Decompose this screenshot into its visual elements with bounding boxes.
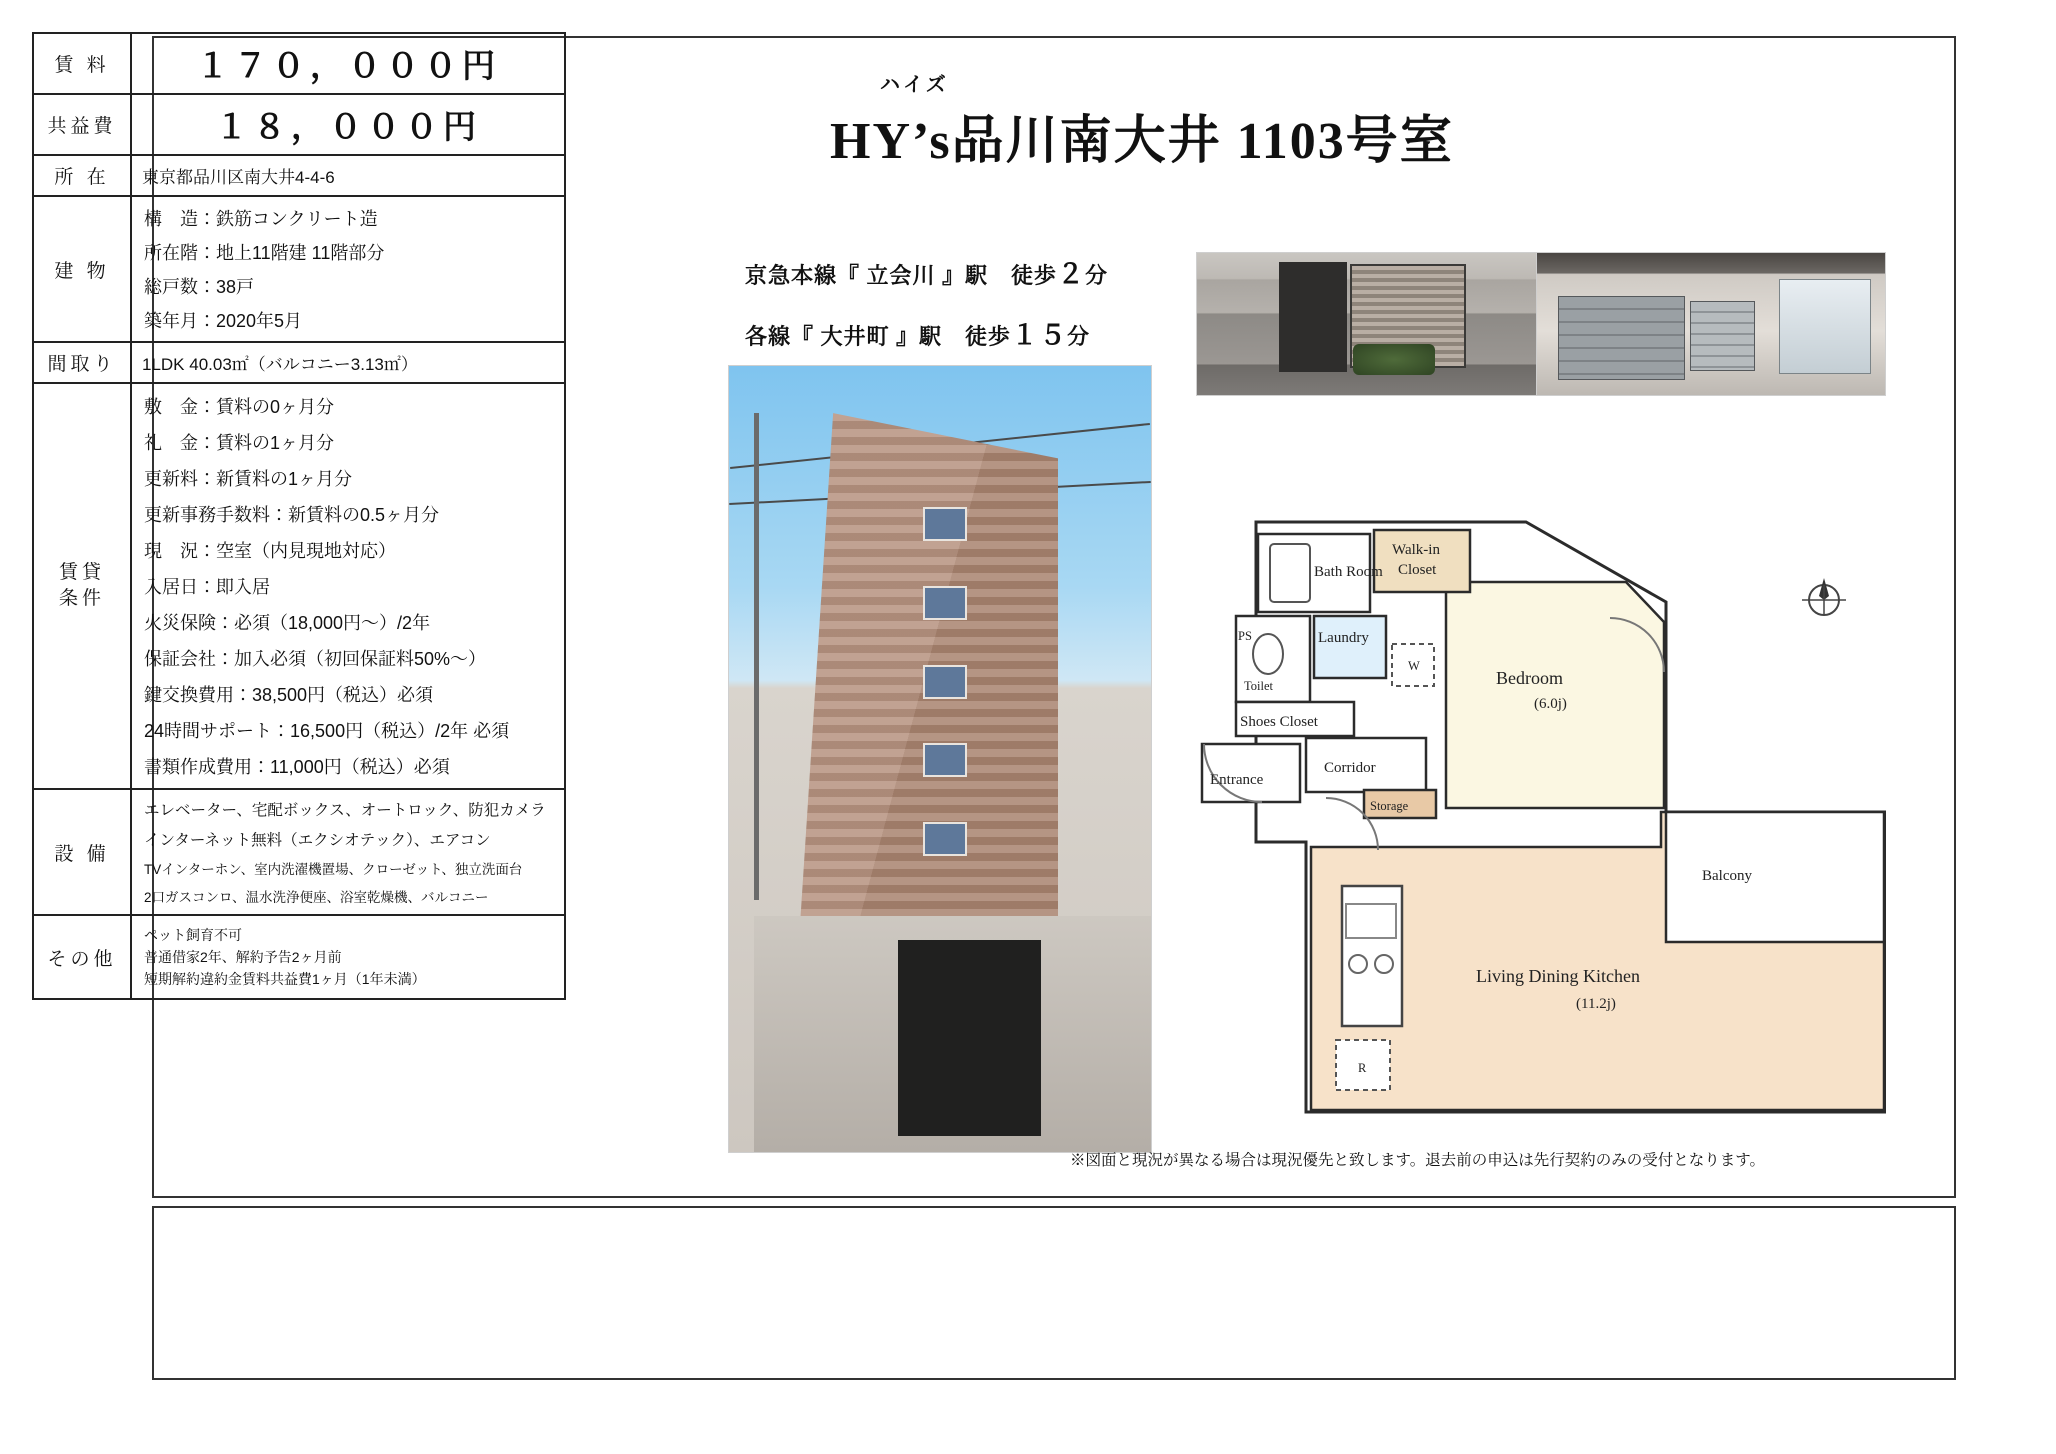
conditions-label-line1: 賃貸: [58, 562, 105, 584]
compass-icon: [1802, 578, 1846, 615]
access-info: [745, 252, 1108, 374]
label-bedroom-size: (6.0j): [1534, 696, 1567, 712]
building-line: 総戸数：38戸: [144, 277, 255, 297]
conditions-row: [32, 384, 566, 790]
label-ps: PS: [1238, 629, 1252, 643]
kitchen-counter: [1342, 886, 1402, 1026]
mailbox-bank: [1558, 296, 1685, 380]
exterior-photo: [728, 365, 1152, 1153]
access-line-1: [745, 252, 1108, 291]
entrance-dark-area: [1279, 262, 1347, 373]
condition-line: 入居日：即入居: [144, 577, 270, 597]
condition-line: 更新事務手数料：新賃料の0.5ヶ月分: [144, 505, 440, 525]
label-entrance: Entrance: [1210, 772, 1264, 788]
balcony-area: [1666, 812, 1884, 942]
label-walk-in: Walk-in: [1392, 542, 1440, 558]
bottom-border: [152, 1206, 1956, 1380]
conditions-label-line2: 条件: [58, 588, 105, 609]
building-label: 建 物: [34, 197, 132, 341]
entrance-glass-door: [1779, 279, 1871, 375]
label-storage: Storage: [1370, 799, 1409, 813]
entrance-photo: [1196, 252, 1538, 396]
access-line-1-minutes: ２: [1057, 259, 1086, 289]
other-line: 普通借家2年、解約予告2ヶ月前: [144, 949, 342, 965]
condition-line: 現 況：空室（内見現地対応）: [144, 541, 396, 561]
laundry-area: [1314, 616, 1386, 678]
maintenance-row: [32, 95, 566, 156]
label-corridor: Corridor: [1324, 760, 1376, 776]
rent-label: 賃 料: [34, 34, 132, 93]
layout-value: 1LDK 40.03㎡（バルコニー3.13㎡）: [142, 355, 418, 374]
access-line-2-minutes: １５: [1011, 320, 1068, 350]
title-ruby: ハイズ: [880, 74, 949, 96]
floor-plan: [1196, 512, 1886, 1122]
other-line: 短期解約違約金賃料共益費1ヶ月（1年未満）: [144, 971, 426, 987]
floor-plan-note: ※図面と現況が異なる場合は現況優先と致します。退去前の申込は先行契約のみの受付となります。: [1070, 1152, 1766, 1169]
building-line: 構 造：鉄筋コンクリート造: [144, 209, 378, 229]
other-values: [132, 916, 564, 998]
utility-pole: [754, 413, 759, 900]
building-row: [32, 197, 566, 343]
label-shoes-closet: Shoes Closet: [1240, 714, 1318, 730]
access-line-1-pre: 京急本線『 立会川 』駅 徒歩: [745, 263, 1058, 288]
condition-line: 敷 金：賃料の0ヶ月分: [144, 397, 335, 417]
condition-line: 更新料：新賃料の1ヶ月分: [144, 469, 353, 489]
other-line: ペット飼育不可: [144, 927, 242, 943]
condition-line: 24時間サポート：16,500円（税込）/2年 必須: [144, 721, 510, 741]
label-ldk: Living Dining Kitchen: [1476, 966, 1640, 986]
rent-value: １７０，０００円: [196, 49, 500, 85]
delivery-box-bank: [1690, 301, 1755, 371]
condition-line: 火災保険：必須（18,000円～）/2年: [144, 613, 431, 633]
entrance-plant: [1353, 344, 1435, 375]
label-washer: W: [1408, 659, 1420, 673]
access-line-1-post: 分: [1085, 263, 1109, 288]
bathtub-icon: [1270, 544, 1310, 602]
equipment-line: 2口ガスコンロ、温水洗浄便座、浴室乾燥機、バルコニー: [144, 890, 489, 905]
location-label: 所 在: [34, 156, 132, 195]
rent-row: [32, 32, 566, 95]
mailbox-photo-image: [1537, 253, 1885, 395]
label-toilet: Toilet: [1244, 679, 1273, 693]
equipment-row: [32, 790, 566, 916]
property-detail-table: [32, 32, 566, 1000]
other-label: その他: [34, 916, 132, 998]
layout-label: 間取り: [34, 343, 132, 382]
window: [923, 822, 967, 856]
entrance-photo-image: [1197, 253, 1537, 395]
equipment-line: エレベーター、宅配ボックス、オートロック、防犯カメラ: [144, 802, 546, 819]
condition-line: 書類作成費用：11,000円（税込）必須: [144, 757, 450, 777]
window: [923, 586, 967, 620]
building-entrance: [898, 940, 1041, 1137]
toilet-icon: [1253, 634, 1283, 674]
window: [923, 507, 967, 541]
label-bath-room: Bath Room: [1314, 564, 1383, 580]
equipment-line: TVインターホン、室内洗濯機置場、クローゼット、独立洗面台: [144, 862, 523, 877]
mailbox-photo: [1536, 252, 1886, 396]
floor-plan-svg: [1196, 512, 1886, 1122]
window: [923, 665, 967, 699]
building-line: 所在階：地上11階建 11階部分: [144, 243, 385, 263]
conditions-label: [34, 384, 132, 788]
location-row: [32, 156, 566, 197]
label-laundry: Laundry: [1318, 630, 1369, 646]
equipment-values: [132, 790, 564, 914]
label-balcony: Balcony: [1702, 868, 1752, 884]
equipment-label: 設 備: [34, 790, 132, 914]
conditions-values: [132, 384, 564, 788]
building-values: [132, 197, 564, 341]
location-value: 東京都品川区南大井4-4-6: [142, 168, 335, 187]
maintenance-label: 共益費: [34, 95, 132, 154]
window: [923, 743, 967, 777]
label-ldk-size: (11.2j): [1576, 996, 1616, 1012]
equipment-line: インターネット無料（エクシオテック）、エアコン: [144, 832, 491, 849]
condition-line: 保証会社：加入必須（初回保証料50%～）: [144, 649, 487, 669]
page-title: HY’s品川南大井 1103号室: [830, 113, 1454, 170]
maintenance-value: １８，０００円: [215, 110, 481, 146]
access-line-2: [745, 313, 1108, 352]
bedroom-area: [1446, 582, 1664, 808]
condition-line: 礼 金：賃料の1ヶ月分: [144, 433, 335, 453]
exterior-photo-image: [729, 366, 1151, 1152]
label-refrigerator: R: [1358, 1061, 1367, 1075]
access-line-2-post: 分: [1067, 324, 1091, 349]
label-closet: Closet: [1398, 562, 1437, 578]
other-row: [32, 916, 566, 1000]
walkin-closet-area: [1374, 530, 1470, 592]
access-line-2-pre: 各線『 大井町 』駅 徒歩: [745, 324, 1012, 349]
building-line: 築年月：2020年5月: [144, 311, 303, 331]
label-bedroom: Bedroom: [1496, 668, 1563, 688]
condition-line: 鍵交換費用：38,500円（税込）必須: [144, 685, 434, 705]
layout-row: [32, 343, 566, 384]
